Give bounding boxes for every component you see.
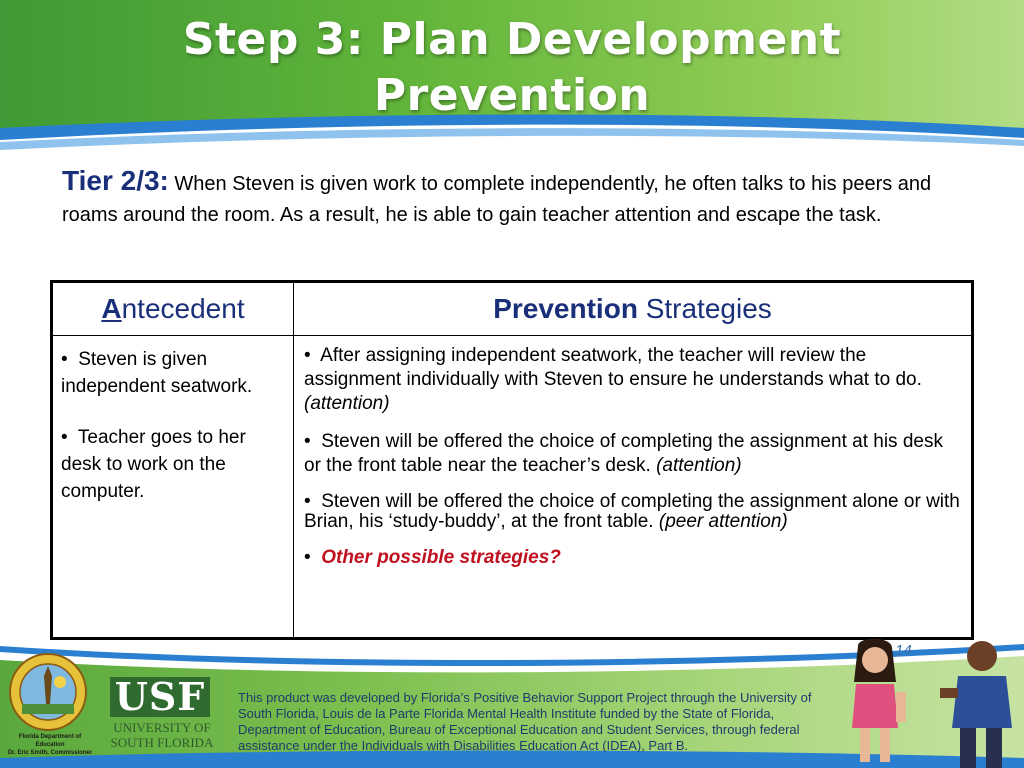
girl-figure-icon <box>840 636 910 768</box>
list-item: • Teacher goes to her desk to work on the computer. <box>61 427 246 502</box>
table-row <box>53 336 972 638</box>
usf-name: UNIVERSITY OF SOUTH FLORIDA <box>110 720 214 750</box>
usf-logo: USF <box>110 677 210 717</box>
slide-title-line1: Step 3: Plan Development <box>182 14 842 65</box>
header-prevention-strategies: Prevention Strategies <box>294 283 972 336</box>
funding-disclaimer: This product was developed by Florida’s Positive Behavior Support Project through the University of South Florida, Louis de la Parte Florida Mental Health Institute funded by the State of Florida, Department of Education, Bureau of Exceptional Education and Student Services, through federal assistance under the Individuals with Disabilities Education Act (IDEA), Part B. <box>238 690 812 753</box>
intro-paragraph <box>62 165 942 231</box>
seal-caption: Florida Department of Education Dr. Eric Smith, Commissioner <box>7 734 93 756</box>
strategy-table <box>50 280 974 640</box>
boy-figure-icon <box>930 636 1024 768</box>
prevention-cell <box>294 336 972 638</box>
tier-label: Tier 2/3: <box>62 165 169 196</box>
slide-title <box>0 12 1024 124</box>
list-item: • Steven will be offered the choice of completing the assignment alone or with Brian, his ‘study-buddy’, at the front table. (peer attention) <box>304 491 960 532</box>
list-item: • After assigning independent seatwork, the teacher will review the assignment individually with Steven to ensure he understands what to do. (attention) <box>304 345 922 414</box>
header-antecedent: Antecedent <box>53 283 294 336</box>
slide-title-line2: Prevention <box>373 70 651 121</box>
list-item: • Other possible strategies? <box>304 547 561 568</box>
page-number: 14 <box>895 642 912 659</box>
list-item: • Steven will be offered the choice of completing the assignment at his desk or the front table near the teacher’s desk. (attention) <box>304 431 943 476</box>
table-header-row <box>53 283 972 336</box>
antecedent-cell <box>53 336 294 638</box>
list-item: • Steven is given independent seatwork. <box>61 349 253 397</box>
florida-seal-icon <box>8 652 88 732</box>
intro-text: When Steven is given work to complete independently, he often talks to his peers and roams around the room. As a result, he is able to gain teacher attention and escape the task. <box>62 173 932 226</box>
